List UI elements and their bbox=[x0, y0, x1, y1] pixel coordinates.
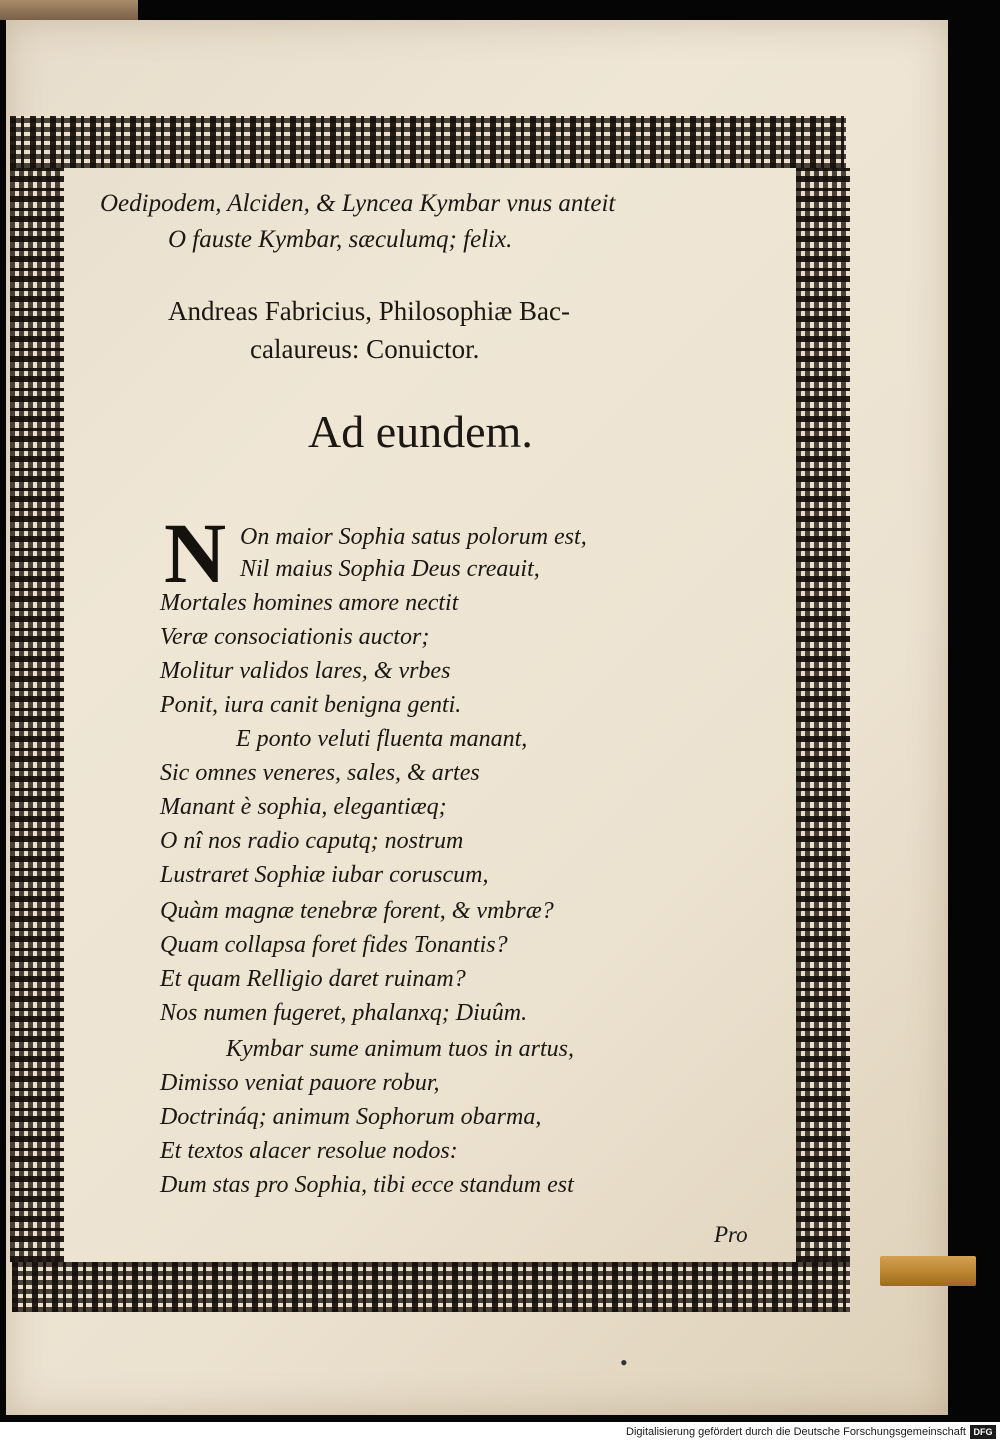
epigram-line-2: O fauste Kymbar, sæculumq; felix. bbox=[168, 226, 513, 253]
signature-dot: • bbox=[620, 1350, 628, 1375]
author-line-2: calaureus: Conuictor. bbox=[250, 334, 480, 364]
poem-line: Et textos alacer resolue nodos: bbox=[160, 1138, 458, 1164]
poem-line: Dimisso veniat pauore robur, bbox=[160, 1070, 440, 1096]
poem-line: Molitur validos lares, & vrbes bbox=[160, 658, 451, 684]
poem-line: Dum stas pro Sophia, tibi ecce standum est bbox=[160, 1172, 574, 1198]
poem-line: Manant è sophia, elegantiæq; bbox=[160, 794, 447, 820]
epigram-line-1: Oedipodem, Alciden, & Lyncea Kymbar vnus anteit bbox=[100, 190, 616, 217]
poem-line: Doctrináq; animum Sophorum obarma, bbox=[160, 1104, 542, 1130]
author-line-1: Andreas Fabricius, Philosophiæ Bac- bbox=[168, 296, 570, 326]
poem-line: Lustraret Sophiæ iubar coruscum, bbox=[160, 862, 489, 888]
poem-line: Ponit, iura canit benigna genti. bbox=[160, 692, 462, 718]
poem-line: Quàm magnæ tenebræ forent, & vmbræ? bbox=[160, 898, 554, 924]
poem-line: Nil maius Sophia Deus creauit, bbox=[240, 556, 540, 582]
poem-line: Kymbar sume animum tuos in artus, bbox=[226, 1036, 575, 1062]
catchword: Pro bbox=[714, 1222, 748, 1247]
ornamental-border-bottom bbox=[12, 1262, 850, 1312]
ornamental-border-right bbox=[796, 168, 850, 1262]
poem-line: O nî nos radio caputq; nostrum bbox=[160, 828, 464, 854]
ornamental-border-top bbox=[10, 116, 846, 168]
bookmark-tab bbox=[880, 1256, 976, 1286]
dfg-logo-icon: DFG bbox=[970, 1425, 996, 1439]
poem-line: Et quam Relligio daret ruinam? bbox=[160, 966, 466, 992]
poem-line: Veræ consociationis auctor; bbox=[160, 624, 430, 650]
poem-line: E ponto veluti fluenta manant, bbox=[236, 726, 528, 752]
drop-capital: N bbox=[164, 505, 227, 601]
poem-line: Sic omnes veneres, sales, & artes bbox=[160, 760, 480, 786]
funding-note: Digitalisierung gefördert durch die Deutsche Forschungsgemeinschaft bbox=[626, 1426, 966, 1438]
poem-line: Quam collapsa foret fides Tonantis? bbox=[160, 932, 508, 958]
poem-line: Mortales homines amore nectit bbox=[160, 590, 459, 616]
poem-heading: Ad eundem. bbox=[308, 406, 533, 457]
poem-line: On maior Sophia satus polorum est, bbox=[240, 524, 587, 550]
binding-edge bbox=[0, 0, 138, 20]
poem-line: Nos numen fugeret, phalanxq; Diuûm. bbox=[160, 1000, 528, 1026]
ornamental-border-left bbox=[10, 168, 64, 1262]
